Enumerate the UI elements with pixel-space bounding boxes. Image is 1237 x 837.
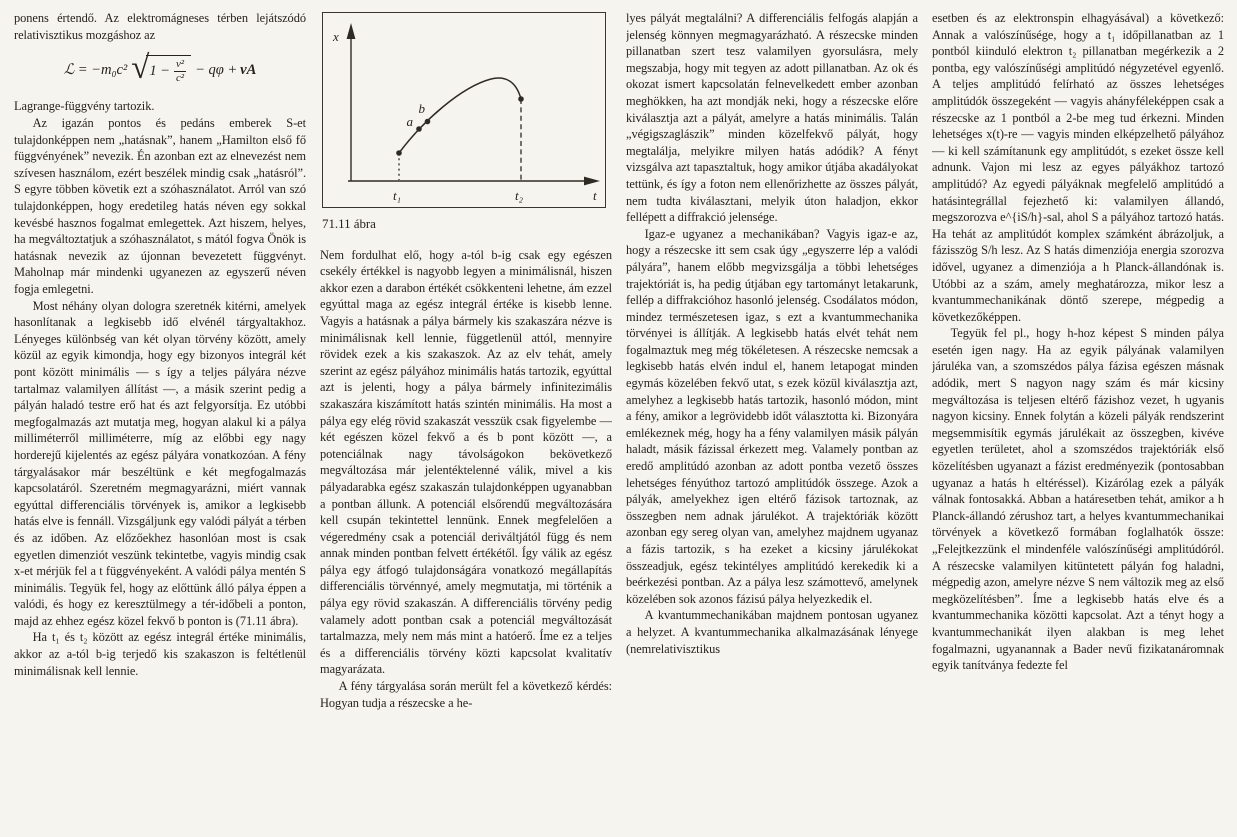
column-1 xyxy=(14,10,306,837)
paragraph: Tegyük fel pl., hogy h-hoz képest S minden pálya esetén igen nagy. Ha az egyik pályának valamilyen járuléka van, a szomszédos pálya fázisa egészen másnak adódik, mert S nagyon nagy szám és már kicsiny megváltozása is teljesen eltérő fázishoz vezet, h ugyanis nagyon kicsiny. Ennek folytán a közeli pályák rendszerint megsemmisítik egymás járulékait az összegben, kivéve egyetlen területet, ahol a szomszédos trajektóriák első közelítésben ugyanazt a fázist eredményezik (pontosabban ugyanaz a hatás h eltéréssel). Kizárólag ezek a pályák válnak fontosakká. Abban a határesetben tehát, amikor a h Planck-állandó zérushoz tart, a helyes kvantummechanikai törvények a következő formában foglalhatók össze: „Felejtkezzünk el mindenféle valószínűségi amplitúdóról. A részecske valamilyen kitüntetett pályán fog haladni, mégpedig azon, amelyre nézve S nem változik meg az első megközelítésben”. Íme a legkisebb hatás elve és a kvantummechanika közötti kapcsolat. Azt a tényt hogy a kvantummechanikát ilyen alakban is meg lehet fogalmazni, ugyanannak a Bader nevű fizikatanáromnak egyik tanítványa fedezte fel xyxy=(932,326,1224,673)
t-axis-label: t xyxy=(593,188,597,203)
paragraph: A kvantummechanikában majdnem pontosan ugyanez a helyzet. A kvantummechanika alkalmazásának lényege (nemrelativisztikus xyxy=(626,608,918,656)
formula-tail: − qφ + xyxy=(195,61,238,78)
point-b xyxy=(425,119,431,125)
radicand xyxy=(146,55,191,84)
end-point xyxy=(518,96,524,102)
column-4 xyxy=(932,10,1224,837)
paragraph: esetben és az elektronspin elhagyásával) a következő: Annak a valószínűsége, hogy a t₁ időpillanatban az 1 pontból kiinduló elektron t₂ pillanatban megérkezik a 2 pontba, egy valószínűségi amplitúdó négyzetével egyenlő. A teljes amplitúdó felírható az összes lehetséges amplitúdók összegeként — vagyis ahányféleképpen csak a részecske az 1 pontból a 2-be meg tud érkezni. Minden lehetséges x(t)-re — vagyis minden elképzelhető pályához — ki kell számítanunk egy amplitúdót, s ezeket össze kell adnunk. Vajon mi lesz az egyes pályákhoz tartozó amplitúdó? Az egyedi pályáknak megfelelő amplitúdó a hatásintegrállal fejezhető ki: valamilyen állandó, megszorozva e^{iS/h}-sal, ahol S a pályához tartozó hatás. Ha tehát az amplitúdót komplex számként ábrázoljuk, a fázisszög S/h lesz. Az S hatás dimenziója energia szorozva idővel, ugyanez a dimenziója a h Planck-állandónak is. Utóbbi az a szám, amely meghatározza, mikor lesz a kvantummechanikának döntő szerepe, mégpedig a következőképpen. xyxy=(932,11,1224,324)
figure-71-11 xyxy=(322,12,606,208)
square-root xyxy=(131,49,191,86)
fraction-numerator: v² xyxy=(175,58,185,71)
column-2 xyxy=(320,10,612,837)
paragraph: lyes pályát megtalálni? A differenciális felfogás alapján a jelenség könnyen megmagyarázható. A részecske minden pillanatban szert tesz valamilyen gyorsulásra, mely megszabja, hogy mit tegyen az adott pillanatban. Az ok és okozat ismert kapcsolatán felnevelkedett ember azonban meghökken, ha azt mondják neki, hogy a részecske előre kiválasztja azt a pályát, amelyre a hatás minimális. Talán „végigszaglászik” minden közelfekvő pályát, hogy megtalálja, melyikre milyen hatás adódik? A fényt vizsgálva azt tapasztaltuk, hogy amikor útjába akadályokat tettünk, és így a foton nem ellenőrizhette az összes pályát, nem tudta kiválasztani, melyik úton haladjon, ekkor fellépett a diffrakció jelensége. xyxy=(626,11,918,225)
paragraph: ponens értendő. Az elektromágneses térben lejátszódó relativisztikus mozgáshoz az xyxy=(14,11,306,42)
point-a xyxy=(416,126,422,132)
t2-tick-label: t₂ xyxy=(515,188,524,203)
column-3 xyxy=(626,10,918,837)
x-axis-arrow-icon xyxy=(347,23,356,39)
lagrangian-formula xyxy=(14,49,306,86)
paragraph: A fény tárgyalása során merült fel a következő kérdés: Hogyan tudja a részecske a he- xyxy=(320,679,612,710)
paragraph: Ha t₁ és t₂ között az egész integrál értéke minimális, akkor az a-tól b-ig terjedő kis szakaszon is feltétlenül minimálisnak kell lennie. xyxy=(14,630,306,678)
t1-tick-label: t₁ xyxy=(393,188,402,203)
t-axis-arrow-icon xyxy=(584,177,600,186)
figure-caption: 71.11 ábra xyxy=(322,216,376,231)
fraction-v2-c2 xyxy=(174,58,186,84)
fraction-denominator: c² xyxy=(175,71,185,84)
radical-sign-icon: √ xyxy=(131,49,150,86)
paragraph: Az igazán pontos és pedáns emberek S-et tulajdonképpen nem „hatásnak”, hanem „Hamilton első fő függvényének” nevezik. Én azonban ezt az elnevezést nem szívesen használom, ezért beszélek mindig csak „hatásról”. S egyre többen követik ezt a szóhasználatot. Arról van szó tulajdonképpen, hogy eredetileg hatás néven egy sokkal kevésbé hasznos fogalmat emlegettek. Azt hiszem, helyes, ha megváltoztatjuk a szóhasználatot, s mától fogva Önök is hatásnak nevezik az újonnan bevezetett függvényt. Maholnap már mindenki ugyanezen az egyszerű néven fogja emlegetni. xyxy=(14,116,306,296)
paragraph: Nem fordulhat elő, hogy a-tól b-ig csak egy egészen csekély értékkel is nagyobb legyen a minimálisnál, hiszen akkor ezen a darabon értékét csökkenteni lehetne, ám ezzel egyúttal maga az egész integrál értéke is kisebb lenne. Vagyis a hatásnak a pálya bármely kis szakaszára nézve is minimálisnak kell lennie, függetlenül attól, mennyire rövidek ezek a kis szakaszok. Az az elv tehát, amely szerint az egész pályához minimális hatás tartozik, egyúttal azt is jelenti, hogy a pálya bármely infinitezimális szakaszára kiszámított hatás szintén minimális. Ha most a pálya egy elég rövid szakaszát vesszük csak figyelembe — két egészen közel fekvő a és b pont között —, a potenciálnak nagy távolságokon bekövetkező megváltozása már jelentéktelenné válik, mivel a kis pályadarabka egész szakaszán tulajdonképpen ugyanabban a pontban állunk. A potenciál elsőrendű megváltozására kell csupán tekintettel lennünk. Ennek megfelelően a végeredmény csak a potenciál deriváltjától függ és nem annak minden pontban felvett értékétől. Így válik az egész pálya egy átfogó tulajdonságára vonatkozó megállapítás differenciális törvénnyé, amely megmutatja, mi történik a pálya egy rövid szakaszán. A differenciális törvény pedig valamely adott pontban csak a potenciál megváltozását tartalmazza, mely nem más mint a hatóerő. Íme ez a teljes és a differenciális törvény közti kapcsolat kvalitatív magyarázata. xyxy=(320,247,612,677)
paragraph: Most néhány olyan dologra szeretnék kitérni, amelyek hasonlítanak a legkisebb idő elvénél tárgyaltakhoz. Lényeges különbség van két olyan törvény között, amely közül az egyik kimondja, hogy egy bizonyos integrál két pont között minimális — s így a teljes pályára nézve tartalmaz valamilyen állítást —, a másik szerint pedig a pályán haladó testre erő hat és azt felgyorsítja. Ez utóbbi megfogalmazás azt mutatja meg, hogyan alakul ki a pálya milliméterről milliméterre, míg az előbbi egy nagy horderejű kijelentés az egész pályára vonatkozóan. A fény tárgyalásakor már beszéltünk e két megfogalmazás kapcsolatáról. Szeretném megmagyarázni, miért vannak egyúttal differenciális törvények is, amikor a legkisebb hatás elve is fennáll. Vizsgáljunk egy valódi pályát a térben és az időben. Az előzőekhez hasonlóan most is csak egyetlen dimenziót veszünk tekintetbe, vagyis mindig csak x-et mérjük fel a t függvényeként. A valódi pálya mentén S minimális. Tegyük fel, hogy az előttünk álló pálya éppen a valódi, és hogy ez keresztülmegy a tér-időbeli a ponton, majd az ehhez egész közel fekvő b ponton is (71.11 ábra). xyxy=(14,298,306,628)
paragraph: Igaz-e ugyanez a mechanikában? Vagyis igaz-e az, hogy a részecske itt sem csak úgy „egyszerre lép a valódi pályára”, hanem előbb megvizsgálja a többi lehetséges trajektóriát is, ha pedig útjában egy tartományt letakarunk, fellép a diffrakcióhoz hasonló jelenség. Csodálatos módon, mindez természetesen igaz, s ezt a kvantummechanika törvényei is állítják. A legkisebb hatás elvét tehát nem fogalmaztuk meg még tökéletesen. A részecske nemcsak a legkisebb hatás elvén indul el, hanem letapogat minden egymás közelében fekvő utat, s ezek közül kiválasztja azt, amelyhez a legkisebb hatás tartozik, hasonló módon, mint a fény, amikor a legrövidebb időt választotta ki. Bizonyára emlékeznek még, hogy ha a fény valamilyen másik pályán haladt, másik fázissal érkezett meg. Valamely pontban az eredő amplitúdó azonban az adott pontba vezető összes lehetséges fényúthoz tartozó amplitúdók összege. Azok a pályák, amelyekhez igen eltérő fázisok tartoznak, az összegben nem adnak járulékot. A trajektóriák között azonban egy sereg olyan van, amelyhez majdnem ugyanaz a fázis tartozik, s ha ezeket a kicsiny járulékokat összeadjuk, egész tekintélyes amplitúdó kerekedik ki a beérkezési pontban. Az a pálya lesz számottevő, amelynek közelében sok azonos fázisú pálya helyezkedik el. xyxy=(626,226,918,606)
point-b-label: b xyxy=(418,101,425,116)
point-a-label: a xyxy=(406,114,413,129)
trajectory-plot xyxy=(323,13,603,205)
formula-lhs: ℒ = −m₀c² xyxy=(63,61,128,78)
trajectory-curve xyxy=(399,78,521,153)
paragraph: Lagrange-függvény tartozik. xyxy=(14,99,155,114)
start-point xyxy=(396,150,402,156)
formula-vector-term: vA xyxy=(240,61,257,78)
radicand-prefix: 1 − xyxy=(149,63,170,80)
x-axis-label: x xyxy=(333,29,339,44)
